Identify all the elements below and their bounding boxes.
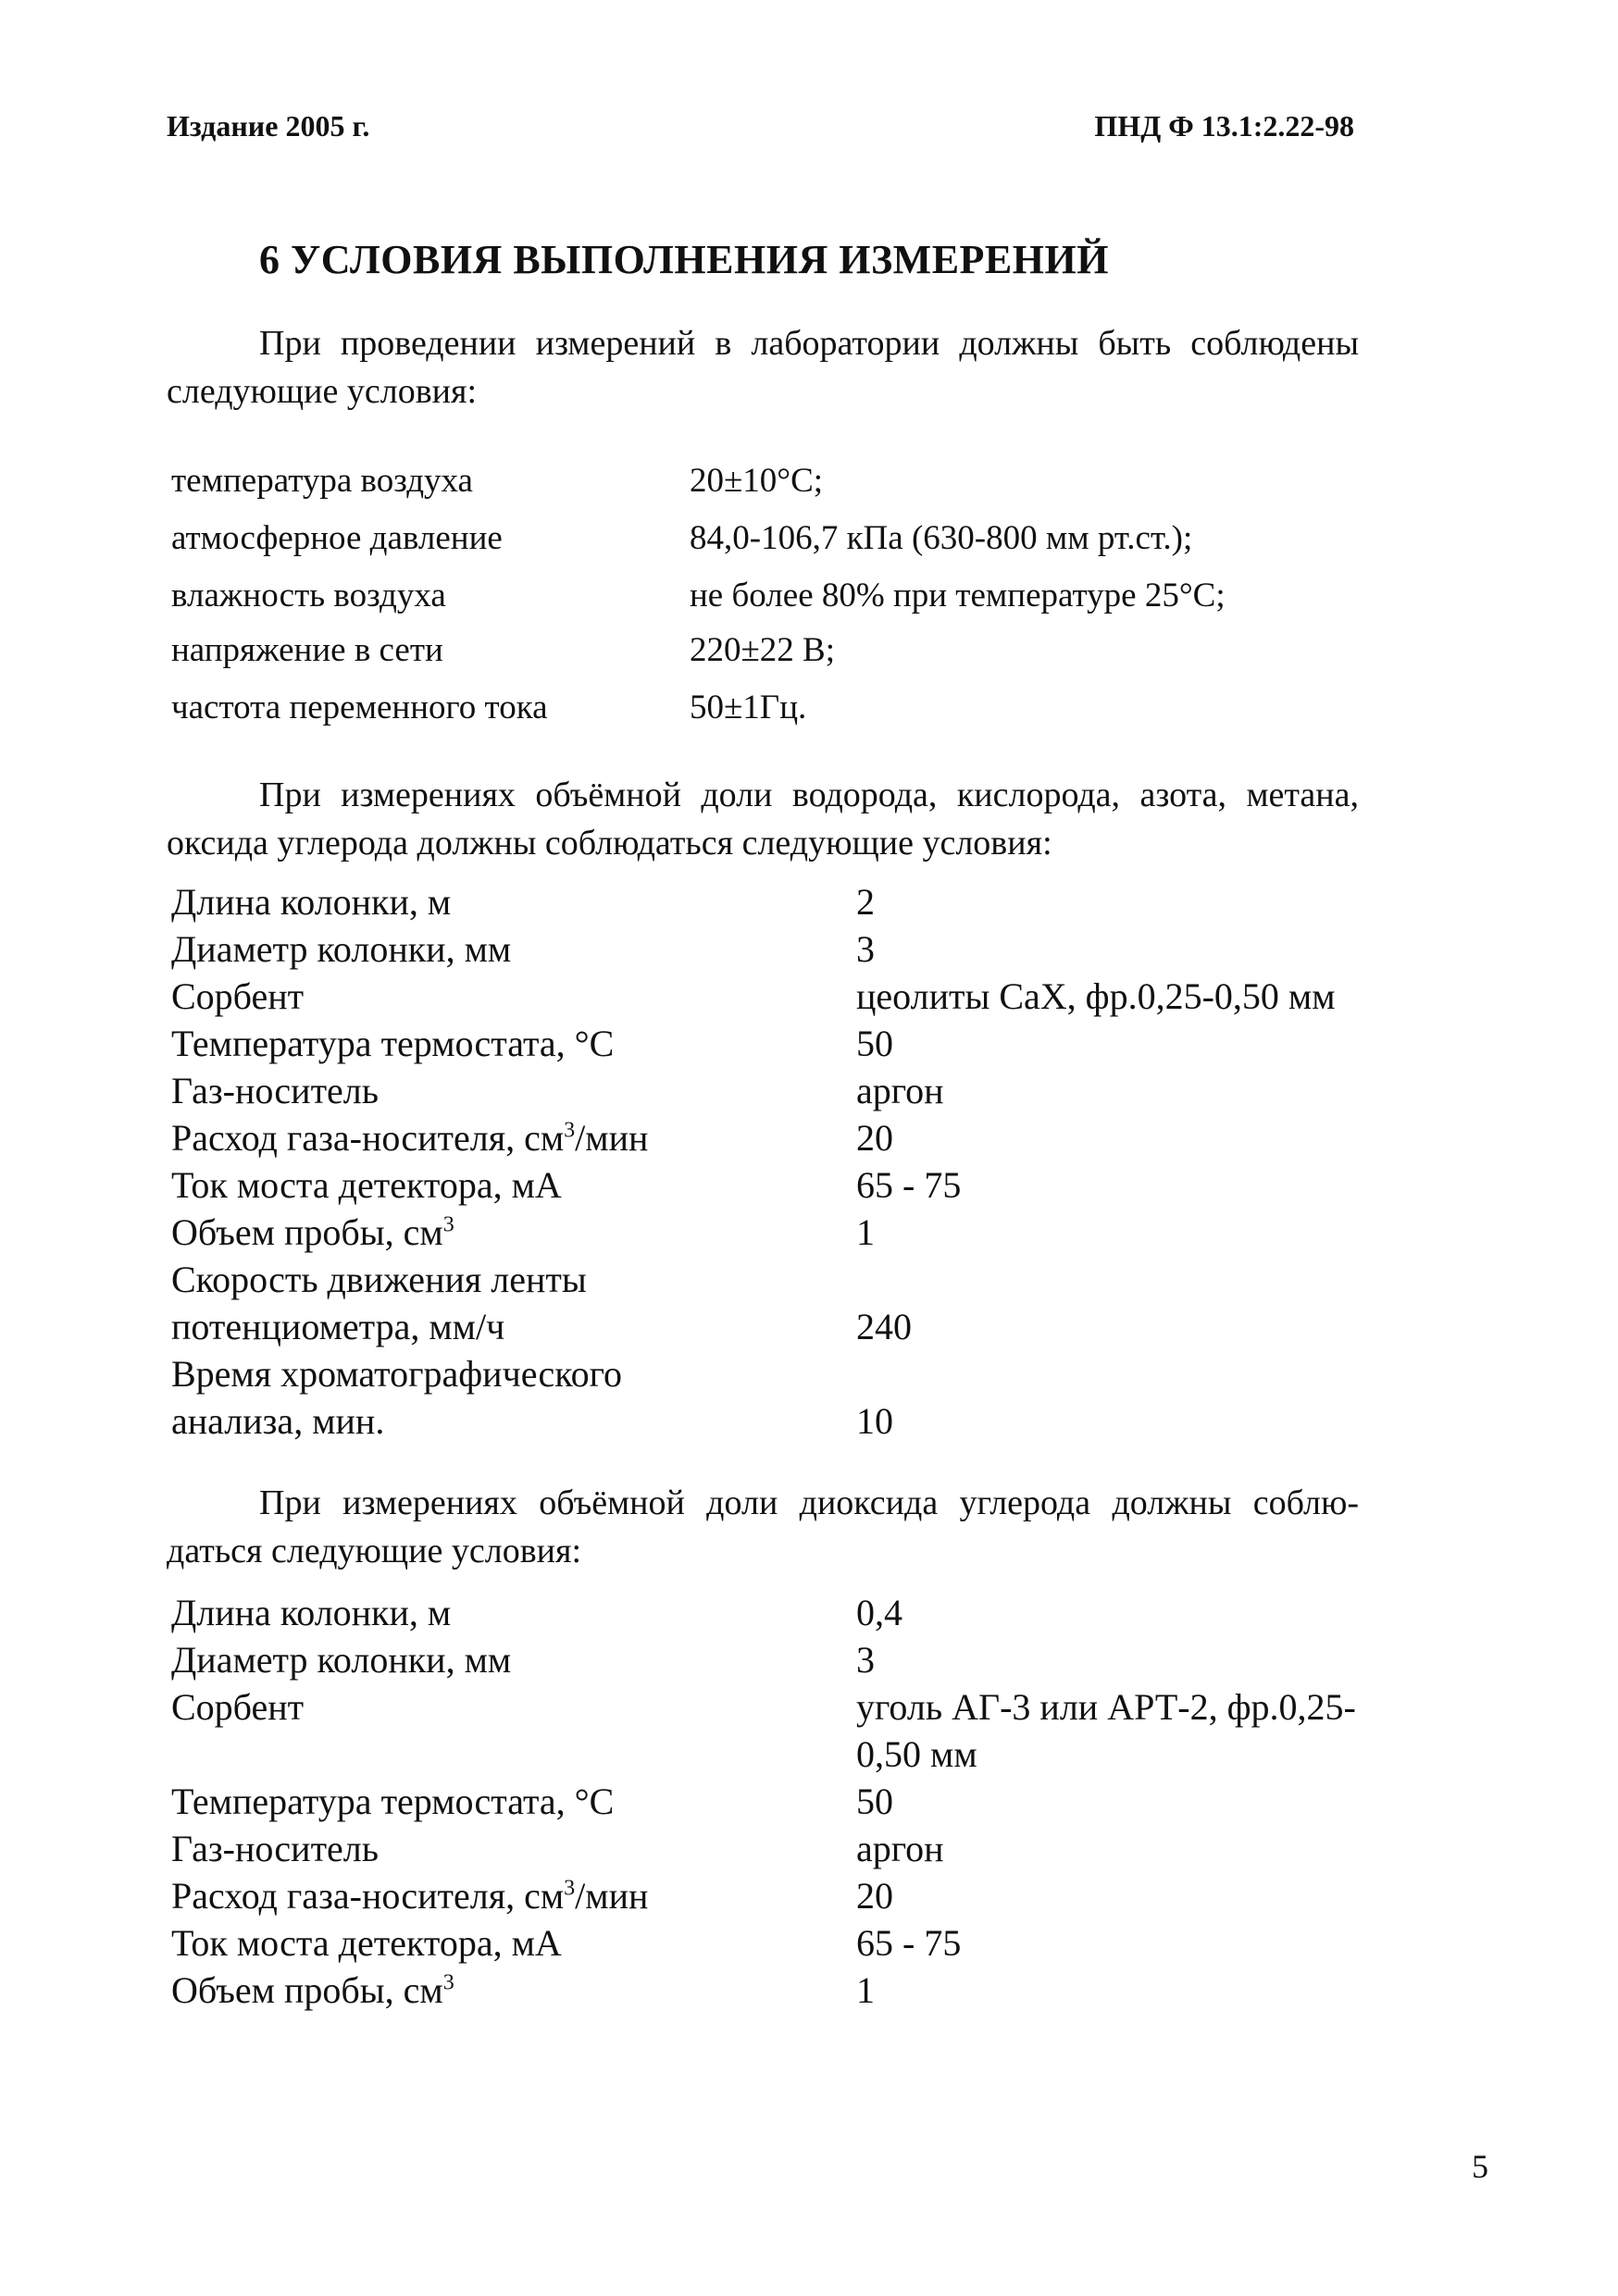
gas-condition-label: анализа, мин. [171, 1400, 385, 1442]
co2-condition-value: 1 [856, 1969, 875, 2011]
gas-paragraph [167, 771, 1359, 867]
label-text: Объем пробы, см [171, 1211, 443, 1253]
co2-condition-label: Ток моста детектора, мА [171, 1922, 562, 1964]
label-unit: /мин [575, 1875, 649, 1917]
intro-paragraph [167, 319, 1359, 416]
gas-condition-label: Скорость движения ленты [171, 1259, 587, 1300]
label-unit: /мин [575, 1117, 649, 1159]
gas-condition-label: Время хроматографического [171, 1353, 623, 1395]
co2-condition-label: Длина колонки, м [171, 1592, 452, 1633]
gas-condition-label [171, 1115, 648, 1161]
gas-condition-label: потенциометра, мм/ч [171, 1306, 505, 1347]
page-number: 5 [1472, 2148, 1488, 2185]
gas-condition-label: Ток моста детектора, мА [171, 1164, 562, 1206]
lab-condition-label: напряжение в сети [171, 631, 443, 669]
lab-condition-value: 50±1Гц. [690, 689, 807, 726]
lab-condition-label: частота переменного тока [171, 689, 548, 726]
superscript: 3 [442, 1970, 454, 1995]
gas-condition-label: Сорбент [171, 975, 305, 1017]
gas-condition-value: аргон [856, 1070, 944, 1111]
co2-paragraph [167, 1479, 1359, 1575]
co2-condition-value: 0,50 мм [856, 1733, 977, 1775]
co2-paragraph-line-2: даться следующие условия: [167, 1532, 582, 1570]
co2-condition-label: Газ-носитель [171, 1828, 380, 1869]
lab-condition-label: температура воздуха [171, 462, 473, 500]
superscript: 3 [442, 1212, 454, 1237]
gas-condition-value: цеолиты СаХ, фр.0,25-0,50 мм [856, 975, 1336, 1017]
edition-header: Издание 2005 г. [167, 109, 370, 143]
gas-condition-value: 2 [856, 881, 875, 923]
co2-condition-value: 50 [856, 1781, 893, 1822]
gas-condition-value: 1 [856, 1211, 875, 1253]
gas-condition-value: 50 [856, 1023, 893, 1064]
co2-condition-value: 20 [856, 1875, 893, 1917]
co2-condition-label [171, 1873, 648, 1919]
label-text: Объем пробы, см [171, 1969, 443, 2011]
co2-condition-value: 65 - 75 [856, 1922, 962, 1964]
co2-paragraph-line-1: При измерениях объёмной доли диоксида углерода должны соблю- [259, 1483, 1359, 1522]
gas-condition-value: 65 - 75 [856, 1164, 962, 1206]
intro-line-1: При проведении измерений в лаборатории должны быть соблюдены [259, 324, 1359, 363]
gas-condition-value: 20 [856, 1117, 893, 1159]
gas-condition-label: Газ-носитель [171, 1070, 380, 1111]
co2-condition-value: 3 [856, 1639, 875, 1681]
co2-condition-value: уголь АГ-3 или АРТ-2, фр.0,25- [856, 1686, 1356, 1728]
gas-condition-label [171, 1210, 454, 1256]
superscript: 3 [564, 1118, 576, 1143]
label-text: Расход газа-носителя, см [171, 1117, 565, 1159]
gas-condition-value: 3 [856, 928, 875, 970]
gas-condition-value: 240 [856, 1306, 912, 1347]
co2-condition-value: аргон [856, 1828, 944, 1869]
lab-condition-value: 220±22 В; [690, 631, 836, 669]
gas-condition-label: Температура термостата, °С [171, 1023, 615, 1064]
co2-condition-label: Температура термостата, °С [171, 1781, 615, 1822]
lab-condition-value: не более 80% при температуре 25°С; [690, 577, 1226, 614]
superscript: 3 [564, 1876, 576, 1901]
intro-line-2: следующие условия: [167, 372, 478, 411]
document-code-header: ПНД Ф 13.1:2.22-98 [1094, 109, 1354, 143]
section-title: 6 УСЛОВИЯ ВЫПОЛНЕНИЯ ИЗМЕРЕНИЙ [259, 237, 1109, 282]
co2-condition-label: Диаметр колонки, мм [171, 1639, 512, 1681]
label-text: Расход газа-носителя, см [171, 1875, 565, 1917]
co2-condition-label: Сорбент [171, 1686, 305, 1728]
co2-condition-label [171, 1967, 454, 2014]
lab-condition-label: влажность воздуха [171, 577, 446, 614]
lab-condition-label: атмосферное давление [171, 519, 503, 557]
lab-condition-value: 84,0-106,7 кПа (630-800 мм рт.ст.); [690, 519, 1193, 557]
lab-condition-value: 20±10°С; [690, 462, 824, 500]
gas-paragraph-line-2: оксида углерода должны соблюдаться следующие условия: [167, 824, 1052, 863]
gas-condition-value: 10 [856, 1400, 893, 1442]
gas-condition-label: Диаметр колонки, мм [171, 928, 512, 970]
gas-paragraph-line-1: При измерениях объёмной доли водорода, кислорода, азота, метана, [259, 776, 1359, 814]
gas-condition-label: Длина колонки, м [171, 881, 452, 923]
co2-condition-value: 0,4 [856, 1592, 902, 1633]
